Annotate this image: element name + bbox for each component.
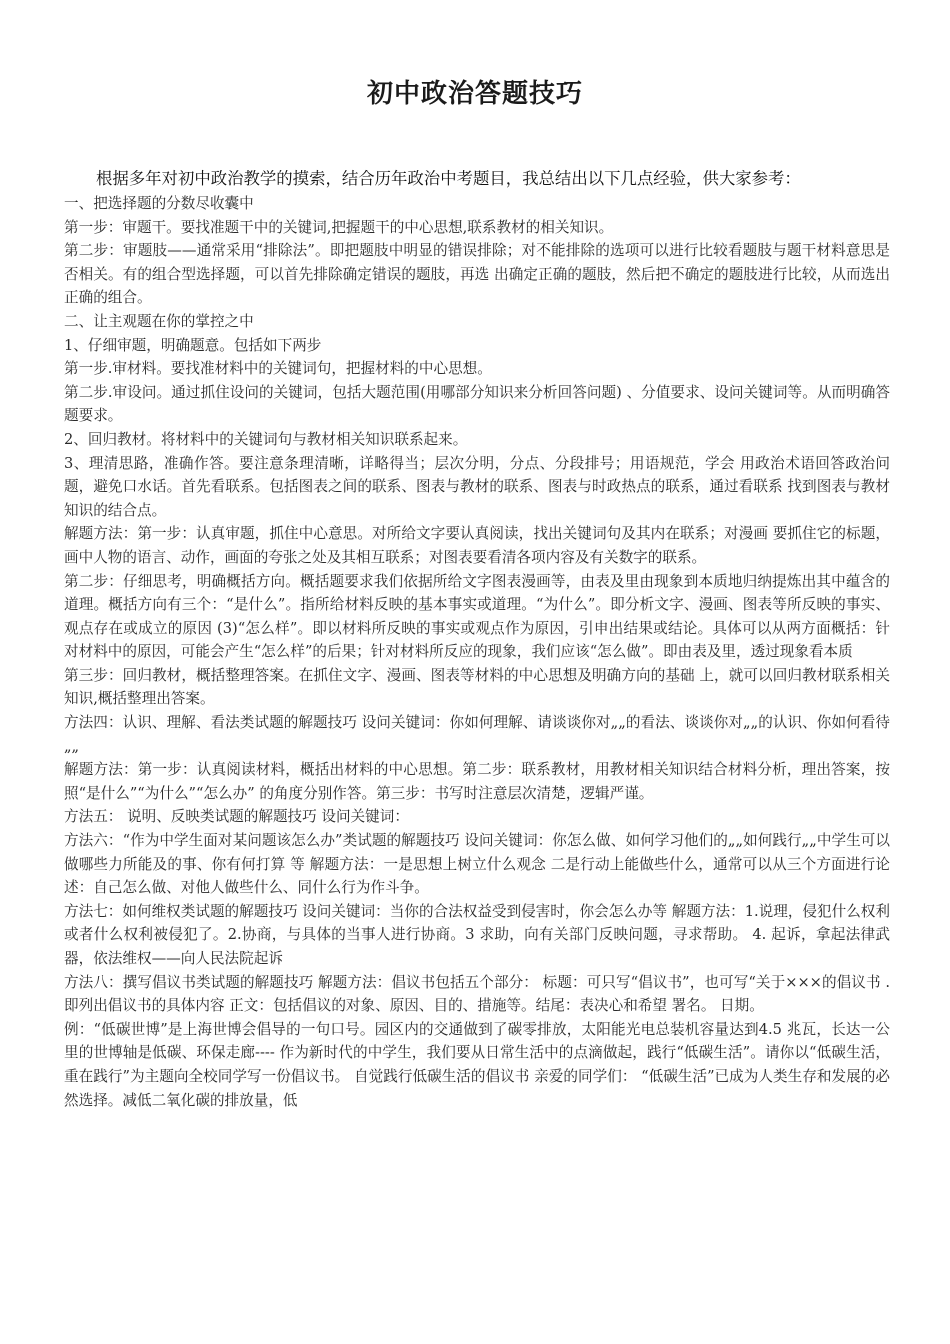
intro-paragraph: 根据多年对初中政治教学的摸索，结合历年政治中考题目，我总结出以下几点经验，供大家参考： [96,169,801,188]
paragraph: 例：“低碳世博”是上海世博会倡导的一句口号。园区内的交通做到了碳零排放，太阳能光电总装机容量达到4.5 兆瓦，长达一公里的世博轴是低碳、环保走廊---- 作为新时代的中学生，我们要从日常生活中的点滴做起，践行“低碳生活”。请你以“低碳生活，重在践行”为主题向全校同学写一份倡议书。 自觉践行低碳生活的倡议书 亲爱的同学们： “低碳生活”已成为人类生存和发展的必然选择。减低二氧化碳的排放量，低 [64,1020,890,1109]
paragraph: 方法八：撰写倡议书类试题的解题技巧 解题方法：倡议书包括五个部分： 标题：可只写“倡议书”，也可写“关于×××的倡议书 . 即列出倡议书的具体内容 正文：包括倡议的对象、原因、目的、措施等。结尾：表决心和希望 署名。 日期。 [64,973,890,1015]
paragraph: 3、理清思路，准确作答。要注意条理清晰，详略得当；层次分明，分点、分段排号；用语规范，学会 用政治术语回答政治问题，避免口水话。首先看联系。包括图表之间的联系、图表与教材的联系、图表与时政热点的联系，通过看联系 找到图表与教材知识的结合点。 [64,454,890,519]
paragraph: 解题方法：第一步：认真阅读材料，概括出材料的中心思想。第二步：联系教材，用教材相关知识结合材料分析，理出答案，按照“是什么”“为什么”“怎么办” 的角度分别作答。第三步：书写时注意层次清楚，逻辑严谨。 [64,761,890,802]
heading-section-1: 一、把选择题的分数尽收囊中 [64,195,254,212]
paragraph: 第二步.审设问。通过抓住设问的关键词，包括大题范围(用哪部分知识来分析回答问题) 、分值要求、设问关键词等。从而明确答题要求。 [64,383,890,425]
paragraph: 方法五： 说明、反映类试题的解题技巧 设问关键词： [64,808,409,826]
paragraph: 第一步：审题干。要找准题干中的关键词,把握题干的中心思想,联系教材的相关知识。 [64,218,614,236]
paragraph: 第二步：仔细思考，明确概括方向。概括题要求我们依据所给文字图表漫画等，由表及里由现象到本质地归纳提炼出其中蕴含的道理。概括方向有三个：“是什么”。指所给材料反映的基本事实或道理。“为什么”。即分析文字、漫画、图表等所反映的事实、观点存在或成立的原因 (3)“怎么样”。即以材料所反映的事实或观点作为原因，引申出结果或结论。具体可以从两方面概括：针 对材料中的原因，可能会产生“怎么样”的后果；针对材料所反应的现象，我们应该“怎么做”。即由表及里，透过现象看本质 [64,572,890,661]
paragraph: 方法七：如何维权类试题的解题技巧 设问关键词：当你的合法权益受到侵害时，你会怎么办等 解题方法：1.说理，侵犯什么权利或者什么权利被侵犯了。2.协商，与具体的当事人进行协商。3 求助，向有关部门反映问题，寻求帮助。 4. 起诉，拿起法律武器，依法维权——向人民法院起诉 [64,902,890,967]
paragraph: 2、回归教材。将材料中的关键词句与教材相关知识联系起来。 [64,430,468,448]
paragraph: 第三步：回归教材，概括整理答案。在抓住文字、漫画、图表等材料的中心思想及明确方向的基础 上，就可以回归教材联系相关知识,概括整理出答案。 [64,666,890,708]
paragraph: 解题方法：第一步：认真审题，抓住中心意思。对所给文字要认真阅读，找出关键词句及其内在联系；对漫画 要抓住它的标题，画中人物的语言、动作，画面的夸张之处及其相互联系；对图表要看清各项内容及有关数字的联系。 [64,525,890,566]
paragraph: 方法四：认识、理解、看法类试题的解题技巧 设问关键词：你如何理解、请谈谈你对„„的看法、谈谈你对„„的认识、你如何看待„„ [64,714,890,755]
paragraph: 第一步.审材料。要找准材料中的关键词句，把握材料的中心思想。 [64,360,492,378]
paragraph: 第二步：审题肢——通常采用“排除法”。即把题肢中明显的错误排除；对不能排除的选项可以进行比较看题肢与题干材料意思是否相关。有的组合型选择题，可以首先排除确定错误的题肢，再选 出确定正确的题肢，然后把不确定的题肢进行比较，从而选出正确的组合。 [64,242,890,307]
paragraph: 1、仔细审题，明确题意。包括如下两步 [64,336,322,354]
heading-section-2: 二、让主观题在你的掌控之中 [64,312,254,330]
document-title: 初中政治答题技巧 [366,79,583,109]
paragraph: 方法六：“作为中学生面对某问题该怎么办”类试题的解题技巧 设问关键词：你怎么做、如何学习他们的„„如何践行„„中学生可以做哪些力所能及的事、你有何打算 等 解题方法：一是思想上树立什么观念 二是行动上能做些什么，通常可以从三个方面进行论述：自己怎么做、对他人做些什么、同什么行为作斗争。 [64,832,890,897]
document-body [64,192,890,1112]
